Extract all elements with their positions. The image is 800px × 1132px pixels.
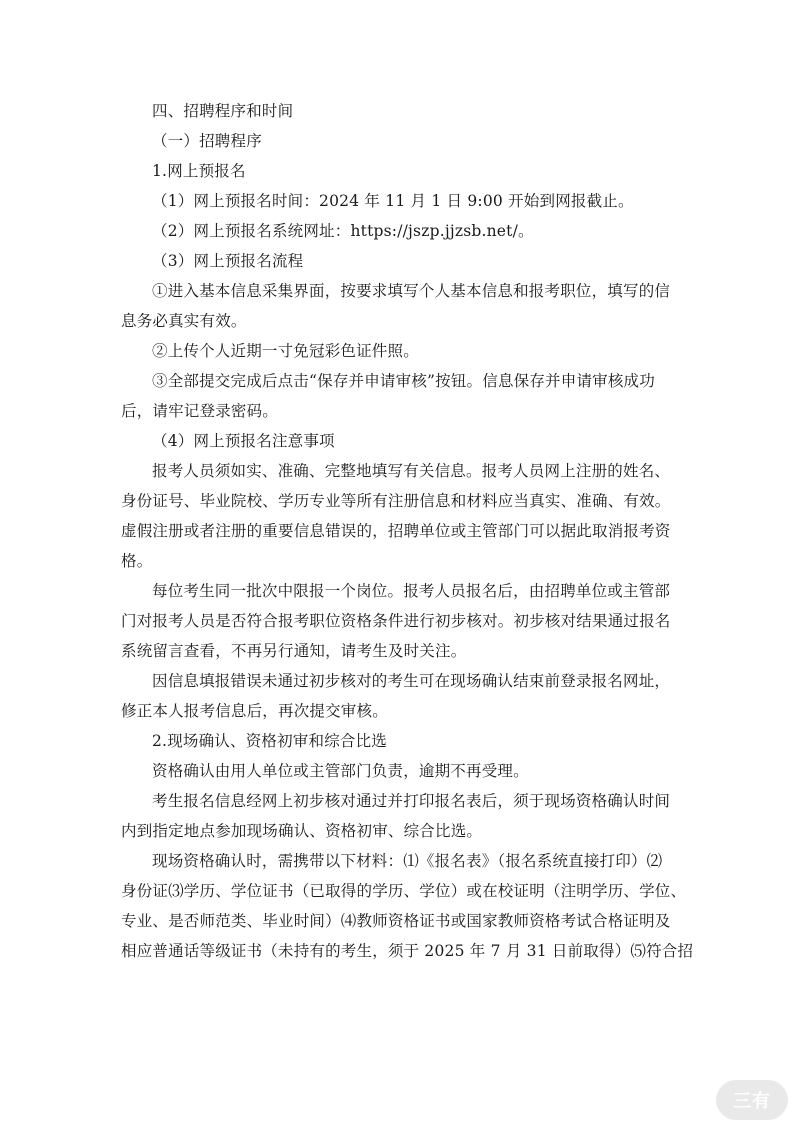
text-line: 系统留言查看，不再另行通知，请考生及时关注。 xyxy=(121,642,467,660)
text-line: 资格确认由用人单位或主管部门负责，逾期不再受理。 xyxy=(152,762,529,780)
watermark-label: 三有 xyxy=(733,1091,771,1112)
text-line: （1）网上预报名时间：2024 年 11 月 1 日 9:00 开始到网报截止。 xyxy=(152,192,634,210)
text-line: 报考人员须如实、准确、完整地填写有关信息。报考人员网上注册的姓名、 xyxy=(152,462,671,480)
text-line: 内到指定地点参加现场确认、资格初审、综合比选。 xyxy=(121,822,483,840)
text-line: （一）招聘程序 xyxy=(152,132,262,150)
text-line: （3）网上预报名流程 xyxy=(152,252,304,270)
text-line: 1.网上预报名 xyxy=(152,162,246,180)
text-line: ③全部提交完成后点击“保存并申请审核”按钮。信息保存并申请审核成功 xyxy=(152,372,655,390)
document-body xyxy=(121,96,694,966)
text-line: 四、招聘程序和时间 xyxy=(152,102,294,120)
text-line: 身份证⑶学历、学位证书（已取得的学历、学位）或在校证明（注明学历、学位、 xyxy=(121,882,687,900)
watermark-logo xyxy=(716,1080,788,1120)
text-line: 门对报考人员是否符合报考职位资格条件进行初步核对。初步核对结果通过报名 xyxy=(121,612,671,630)
text-line: ②上传个人近期一寸免冠彩色证件照。 xyxy=(152,342,419,360)
text-line: 相应普通话等级证书（未持有的考生，须于 2025 年 7 月 31 日前取得）⑸符合招 xyxy=(121,942,694,960)
text-line: 专业、是否师范类、毕业时间）⑷教师资格证书或国家教师资格考试合格证明及 xyxy=(121,912,671,930)
text-line: ①进入基本信息采集界面，按要求填写个人基本信息和报考职位，填写的信 xyxy=(152,282,671,300)
text-line: 因信息填报错误未通过初步核对的考生可在现场确认结束前登录报名网址， xyxy=(152,672,671,690)
text-line: 修正本人报考信息后，再次提交审核。 xyxy=(121,702,388,720)
text-line: 虚假注册或者注册的重要信息错误的，招聘单位或主管部门可以据此取消报考资 xyxy=(121,522,671,540)
text-line: 考生报名信息经网上初步核对通过并打印报名表后，须于现场资格确认时间 xyxy=(152,792,671,810)
text-line: 每位考生同一批次中限报一个岗位。报考人员报名后，由招聘单位或主管部 xyxy=(152,582,671,600)
text-line: 身份证号、毕业院校、学历专业等所有注册信息和材料应当真实、准确、有效。 xyxy=(121,492,671,510)
text-line: 格。 xyxy=(121,552,153,570)
text-line: （2）网上预报名系统网址：https://jszp.jjzsb.net/。 xyxy=(152,222,534,240)
text-line: （4）网上预报名注意事项 xyxy=(152,432,335,450)
text-line: 2.现场确认、资格初审和综合比选 xyxy=(152,732,387,750)
text-line: 息务必真实有效。 xyxy=(121,312,247,330)
text-line: 现场资格确认时，需携带以下材料：⑴《报名表》（报名系统直接打印）⑵ xyxy=(152,852,663,870)
text-line: 后，请牢记登录密码。 xyxy=(121,402,279,420)
